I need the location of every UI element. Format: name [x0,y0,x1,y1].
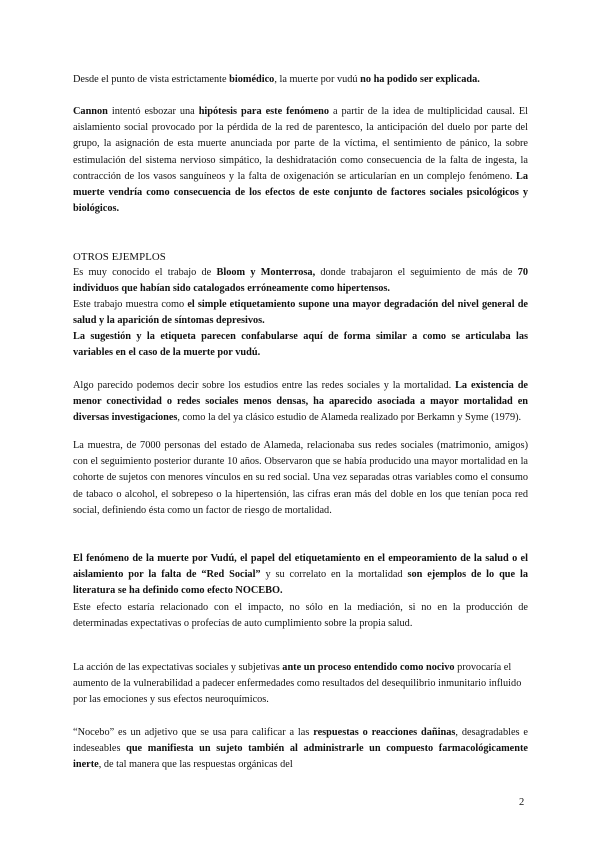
paragraph-accion-expectativas [73,660,528,709]
bold-text-run: hipótesis para este fenómeno [198,106,330,117]
text-run: Algo parecido podemos decir sobre los estudios entre las redes sociales y la mortalidad. [73,380,456,391]
paragraph-expectativas [73,600,528,632]
paragraph-biomedical [73,72,528,88]
paragraph-bloom-monterrosa [73,265,528,297]
bold-text-run: La existencia de menor conectividad o redes sociales menos densas, ha aparecido asociada a mayor mortalidad en diversas investigaciones [73,380,528,424]
text-run: OTROS EJEMPLOS [73,251,166,263]
section-heading-otros-ejemplos [73,249,528,265]
paragraph-sugestion [73,329,528,361]
bold-text-run: ante un proceso entendido como nocivo [282,662,455,673]
text-run: Desde el punto de vista estrictamente [73,74,230,85]
bold-text-run: Bloom y Monterrosa, [216,267,316,278]
bold-text-run: no ha podido ser explicada. [360,74,480,85]
text-run: , la muerte por vudú [274,74,361,85]
text-run: Este efecto estaría relacionado con el impacto, no sólo en la mediación, si no en la producción de determinadas expectativas o profecías de auto cumplimiento sobre la propia salud. [73,602,528,630]
text-run: Es muy conocido el trabajo de [73,267,217,278]
text-run: La muestra, de 7000 personas del estado de Alameda, relacionaba sus redes sociales (matrimonio, amigos) con el seguimiento posterior durante 10 años. Observaron que se había producido una mayor mortalidad en la cohorte de sujetos con menores vínculos en su red social. Una vez separadas otras variables como el consumo de tabaco o alcohol, el sobrepeso o la hipertensión, las cifras eran más del doble en los que tenían poca red social, definiendo ésta como un factor de riesgo de mortalidad. [73,440,528,516]
text-run: Este trabajo muestra como [73,299,188,310]
text-run: donde trabajaron el seguimiento de más de [315,267,518,278]
paragraph-nocebo-definicion [73,725,528,774]
bold-text-run: La muerte vendría como consecuencia de los efectos de este conjunto de factores sociales psicológicos y biológicos. [73,170,528,215]
bold-text-run: que manifiesta un sujeto también al administrarle un compuesto farmacológicamente inerte [73,743,528,771]
text-run: , de tal manera que las respuestas orgánicas del [98,759,293,771]
text-run: provocaría el aumento de la vulnerabilidad a padecer enfermedades como resultados del desequilibrio inmunitario influido por las emociones y sus efectos neuroquímicos. [73,662,522,706]
text-run: “Nocebo” es un adjetivo que se usa para calificar a las [73,727,314,738]
bold-text-run: 70 individuos que habían sido catalogados erróneamente como hipertensos. [73,267,529,295]
bold-text-run: biomédico [229,74,275,85]
bold-text-run: El fenómeno de la muerte por Vudú, el papel del etiquetamiento en el empeoramiento de la salud o el aislamiento por la falta de “Red Social” [73,553,528,581]
paragraph-redes-sociales [73,378,528,427]
bold-text-run: Cannon [73,106,108,117]
text-run: intentó esbozar una [107,106,199,117]
bold-text-run: La sugestión y la etiqueta parecen confabularse aquí de forma similar a como se articulaba las variables en el caso de la muerte por vudú. [73,331,528,359]
text-run: a partir de la idea de multiplicidad causal. El aislamiento social provocado por la pérdida de la red de parentesco, la anticipación del duelo por parte del grupo, la asignación de esta muerte anunciada por parte de la víctima, el sentimiento de pánico, la sobre estimulación del sistema nervioso simpático, la deshidratación como consecuencia de la falta de ingesta, la contracción de los vasos sanguíneos y la falta de oxigenación se articularían en un complejo fenómeno. [73,106,528,182]
bold-text-run: respuestas o reacciones dañinas [313,727,456,738]
text-run: y su correlato en la mortalidad [260,569,408,581]
page-number: 2 [519,797,525,808]
paragraph-cannon-hypothesis [73,104,528,217]
bold-text-run: son ejemplos de lo que la literatura se ha definido como efecto NOCEBO. [73,569,528,597]
text-run: , desagradables e indeseables [73,727,528,755]
paragraph-efecto-nocebo [73,551,528,600]
text-run: La acción de las expectativas sociales y subjetivas [73,662,283,673]
text-run: , como la del ya clásico estudio de Alameda realizado por Berkamn y Syme (1979). [177,412,522,424]
paragraph-muestra-alameda [73,438,528,519]
bold-text-run: el simple etiquetamiento supone una mayor degradación del nivel general de salud y la aparición de síntomas depresivos. [73,299,528,327]
paragraph-etiquetamiento [73,297,528,329]
